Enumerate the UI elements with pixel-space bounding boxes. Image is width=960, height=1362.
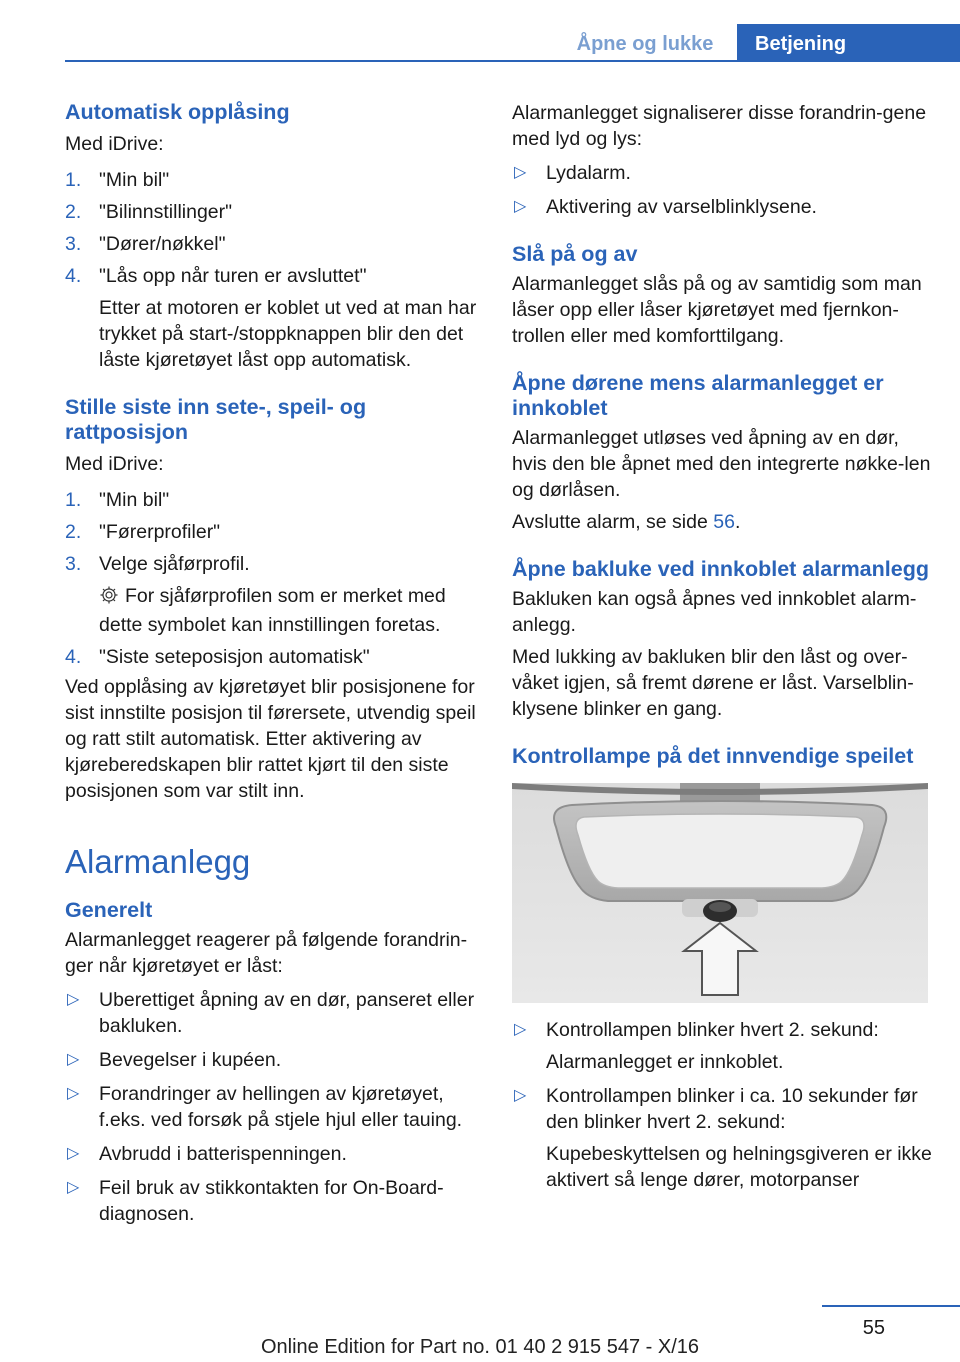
on-off-body: Alarmanlegget slås på og av samtidig som man låser opp eller låser kjøretøyet med fjernkon-trollen eller med komforttilgang.	[512, 273, 922, 347]
rearview-mirror-image	[512, 783, 928, 1003]
page-number: 55	[862, 1317, 885, 1339]
step-number: 3.	[65, 233, 82, 255]
bullet-sub-text: Alarmanlegget er innkoblet.	[546, 1051, 784, 1073]
list-item	[65, 1141, 483, 1167]
last-seat-body: Ved opplåsing av kjøretøyet blir posisjonene for sist innstilte posisjon til førersete, utvendig speil og ratt stilt automatisk. Etter aktivering av kjøreberedskapen blir rattet kjørt til den siste posisjonen som var stilt inn.	[65, 676, 476, 802]
triangle-right-icon: ▷	[67, 1085, 80, 1102]
trunk-body-2: Med lukking av bakluken blir den låst og over-våket igjen, så fremt dørene er låst. Varselblin-klysene blinker en gang.	[512, 646, 914, 720]
step-text: "Min bil"	[99, 489, 170, 511]
bullet-sub-text: Kupebeskyttelsen og helningsgiveren er ikke aktivert så lenge dører, motorpanser	[546, 1143, 932, 1191]
triangle-right-icon: ▷	[67, 1051, 80, 1068]
gear-icon	[99, 585, 119, 612]
list-item	[65, 167, 483, 193]
step-text: "Siste seteposisjon automatisk"	[99, 646, 370, 668]
bullet-text: Kontrollampen blinker i ca. 10 sekunder før den blinker hvert 2. sekund:	[546, 1085, 918, 1133]
step-number: 1.	[65, 169, 82, 191]
step-number: 1.	[65, 489, 82, 511]
open-doors-heading: Åpne dørene mens alarmanlegget er innkoblet	[512, 371, 884, 420]
list-item	[65, 551, 483, 577]
step-number: 2.	[65, 201, 82, 223]
list-item	[65, 263, 483, 289]
alarm-general-heading: Generelt	[65, 898, 153, 922]
list-item	[512, 160, 932, 186]
last-seat-steps	[65, 487, 483, 670]
auto-unlock-note: Etter at motoren er koblet ut ved at man har trykket på start-/stoppknappen blir den det låste kjøretøyet låst opp automatisk.	[99, 297, 477, 371]
list-item	[512, 1017, 932, 1043]
bullet-text: Lydalarm.	[546, 162, 631, 184]
bullet-text: Kontrollampen blinker hvert 2. sekund:	[546, 1019, 879, 1041]
bullet-text: Bevegelser i kupéen.	[99, 1049, 282, 1071]
header-chapter-tab: Betjening	[737, 24, 960, 62]
list-item	[65, 1047, 483, 1073]
step-text: "Dører/nøkkel"	[99, 233, 226, 255]
list-item	[65, 519, 483, 545]
last-seat-intro: Med iDrive:	[65, 453, 164, 475]
bullet-text: Uberettiget åpning av en dør, panseret eller bakluken.	[99, 989, 475, 1037]
step-text: "Førerprofiler"	[99, 521, 221, 543]
on-off-heading: Slå på og av	[512, 242, 638, 266]
alarm-trigger-list	[65, 987, 483, 1227]
signals-intro: Alarmanlegget signaliserer disse forandrin-gene med lyd og lys:	[512, 102, 927, 150]
trunk-body-1: Bakluken kan også åpnes ved innkoblet alarm-anlegg.	[512, 588, 917, 636]
mirror-illustration	[512, 783, 932, 1003]
step-text: "Lås opp når turen er avsluttet"	[99, 265, 367, 287]
last-seat-heading: Stille siste inn sete-, speil- og rattposisjon	[65, 395, 367, 444]
list-item	[65, 1175, 483, 1227]
alarm-intro: Alarmanlegget reagerer på følgende forandrin-ger når kjøretøyet er låst:	[65, 929, 468, 977]
page-link[interactable]: 56	[713, 511, 735, 533]
left-column	[65, 100, 483, 1227]
gear-note-text: For sjåførprofilen som er merket med dette symbolet kan innstillingen foretas.	[99, 585, 446, 636]
edition-footer: Online Edition for Part no. 01 40 2 915 547 - X/16	[260, 1336, 700, 1358]
auto-unlock-heading: Automatisk opplåsing	[65, 100, 290, 124]
header-section-title: Åpne og lukke	[576, 33, 714, 55]
list-item	[65, 487, 483, 513]
open-doors-body: Alarmanlegget utløses ved åpning av en dør, hvis den ble åpnet med den integrerte nøkke-len og dørlåsen.	[512, 427, 931, 501]
lamp-list	[512, 1017, 932, 1193]
bullet-text: Aktivering av varselblinklysene.	[546, 196, 817, 218]
triangle-right-icon: ▷	[67, 991, 80, 1008]
list-item	[65, 1081, 483, 1133]
alarm-title: Alarmanlegg	[65, 843, 251, 880]
list-item	[65, 231, 483, 257]
list-item	[65, 199, 483, 225]
triangle-right-icon: ▷	[67, 1145, 80, 1162]
list-item	[512, 194, 932, 220]
step-text: Velge sjåførprofil.	[99, 553, 250, 575]
triangle-right-icon: ▷	[67, 1179, 80, 1196]
triangle-right-icon: ▷	[514, 1021, 527, 1038]
header-rule	[65, 60, 960, 62]
bullet-text: Forandringer av hellingen av kjøretøyet, f.eks. ved forsøk på stjele hjul eller tauing.	[99, 1083, 463, 1131]
triangle-right-icon: ▷	[514, 1087, 527, 1104]
right-column	[512, 100, 932, 1193]
end-alarm-line	[512, 509, 932, 535]
lamp-heading: Kontrollampe på det innvendige speilet	[512, 744, 914, 768]
step-text: "Bilinnstillinger"	[99, 201, 233, 223]
triangle-right-icon: ▷	[514, 164, 527, 181]
step-number: 4.	[65, 646, 82, 668]
end-alarm-suffix: .	[734, 511, 741, 533]
auto-unlock-intro: Med iDrive:	[65, 133, 164, 155]
step-number: 4.	[65, 265, 82, 287]
signals-list	[512, 160, 932, 220]
list-item	[65, 644, 483, 670]
step-number: 2.	[65, 521, 82, 543]
step-number: 3.	[65, 553, 82, 575]
bullet-text: Avbrudd i batterispenningen.	[99, 1143, 347, 1165]
triangle-right-icon: ▷	[514, 198, 527, 215]
auto-unlock-steps	[65, 167, 483, 373]
end-alarm-text: Avslutte alarm, se side	[512, 511, 714, 533]
trunk-heading: Åpne bakluke ved innkoblet alarmanlegg	[512, 557, 929, 581]
step-text: "Min bil"	[99, 169, 170, 191]
gear-note	[65, 583, 483, 638]
footer-rule	[822, 1305, 960, 1307]
list-item	[512, 1083, 932, 1135]
bullet-text: Feil bruk av stikkontakten for On-Board-diagnosen.	[99, 1177, 444, 1225]
list-item	[65, 987, 483, 1039]
